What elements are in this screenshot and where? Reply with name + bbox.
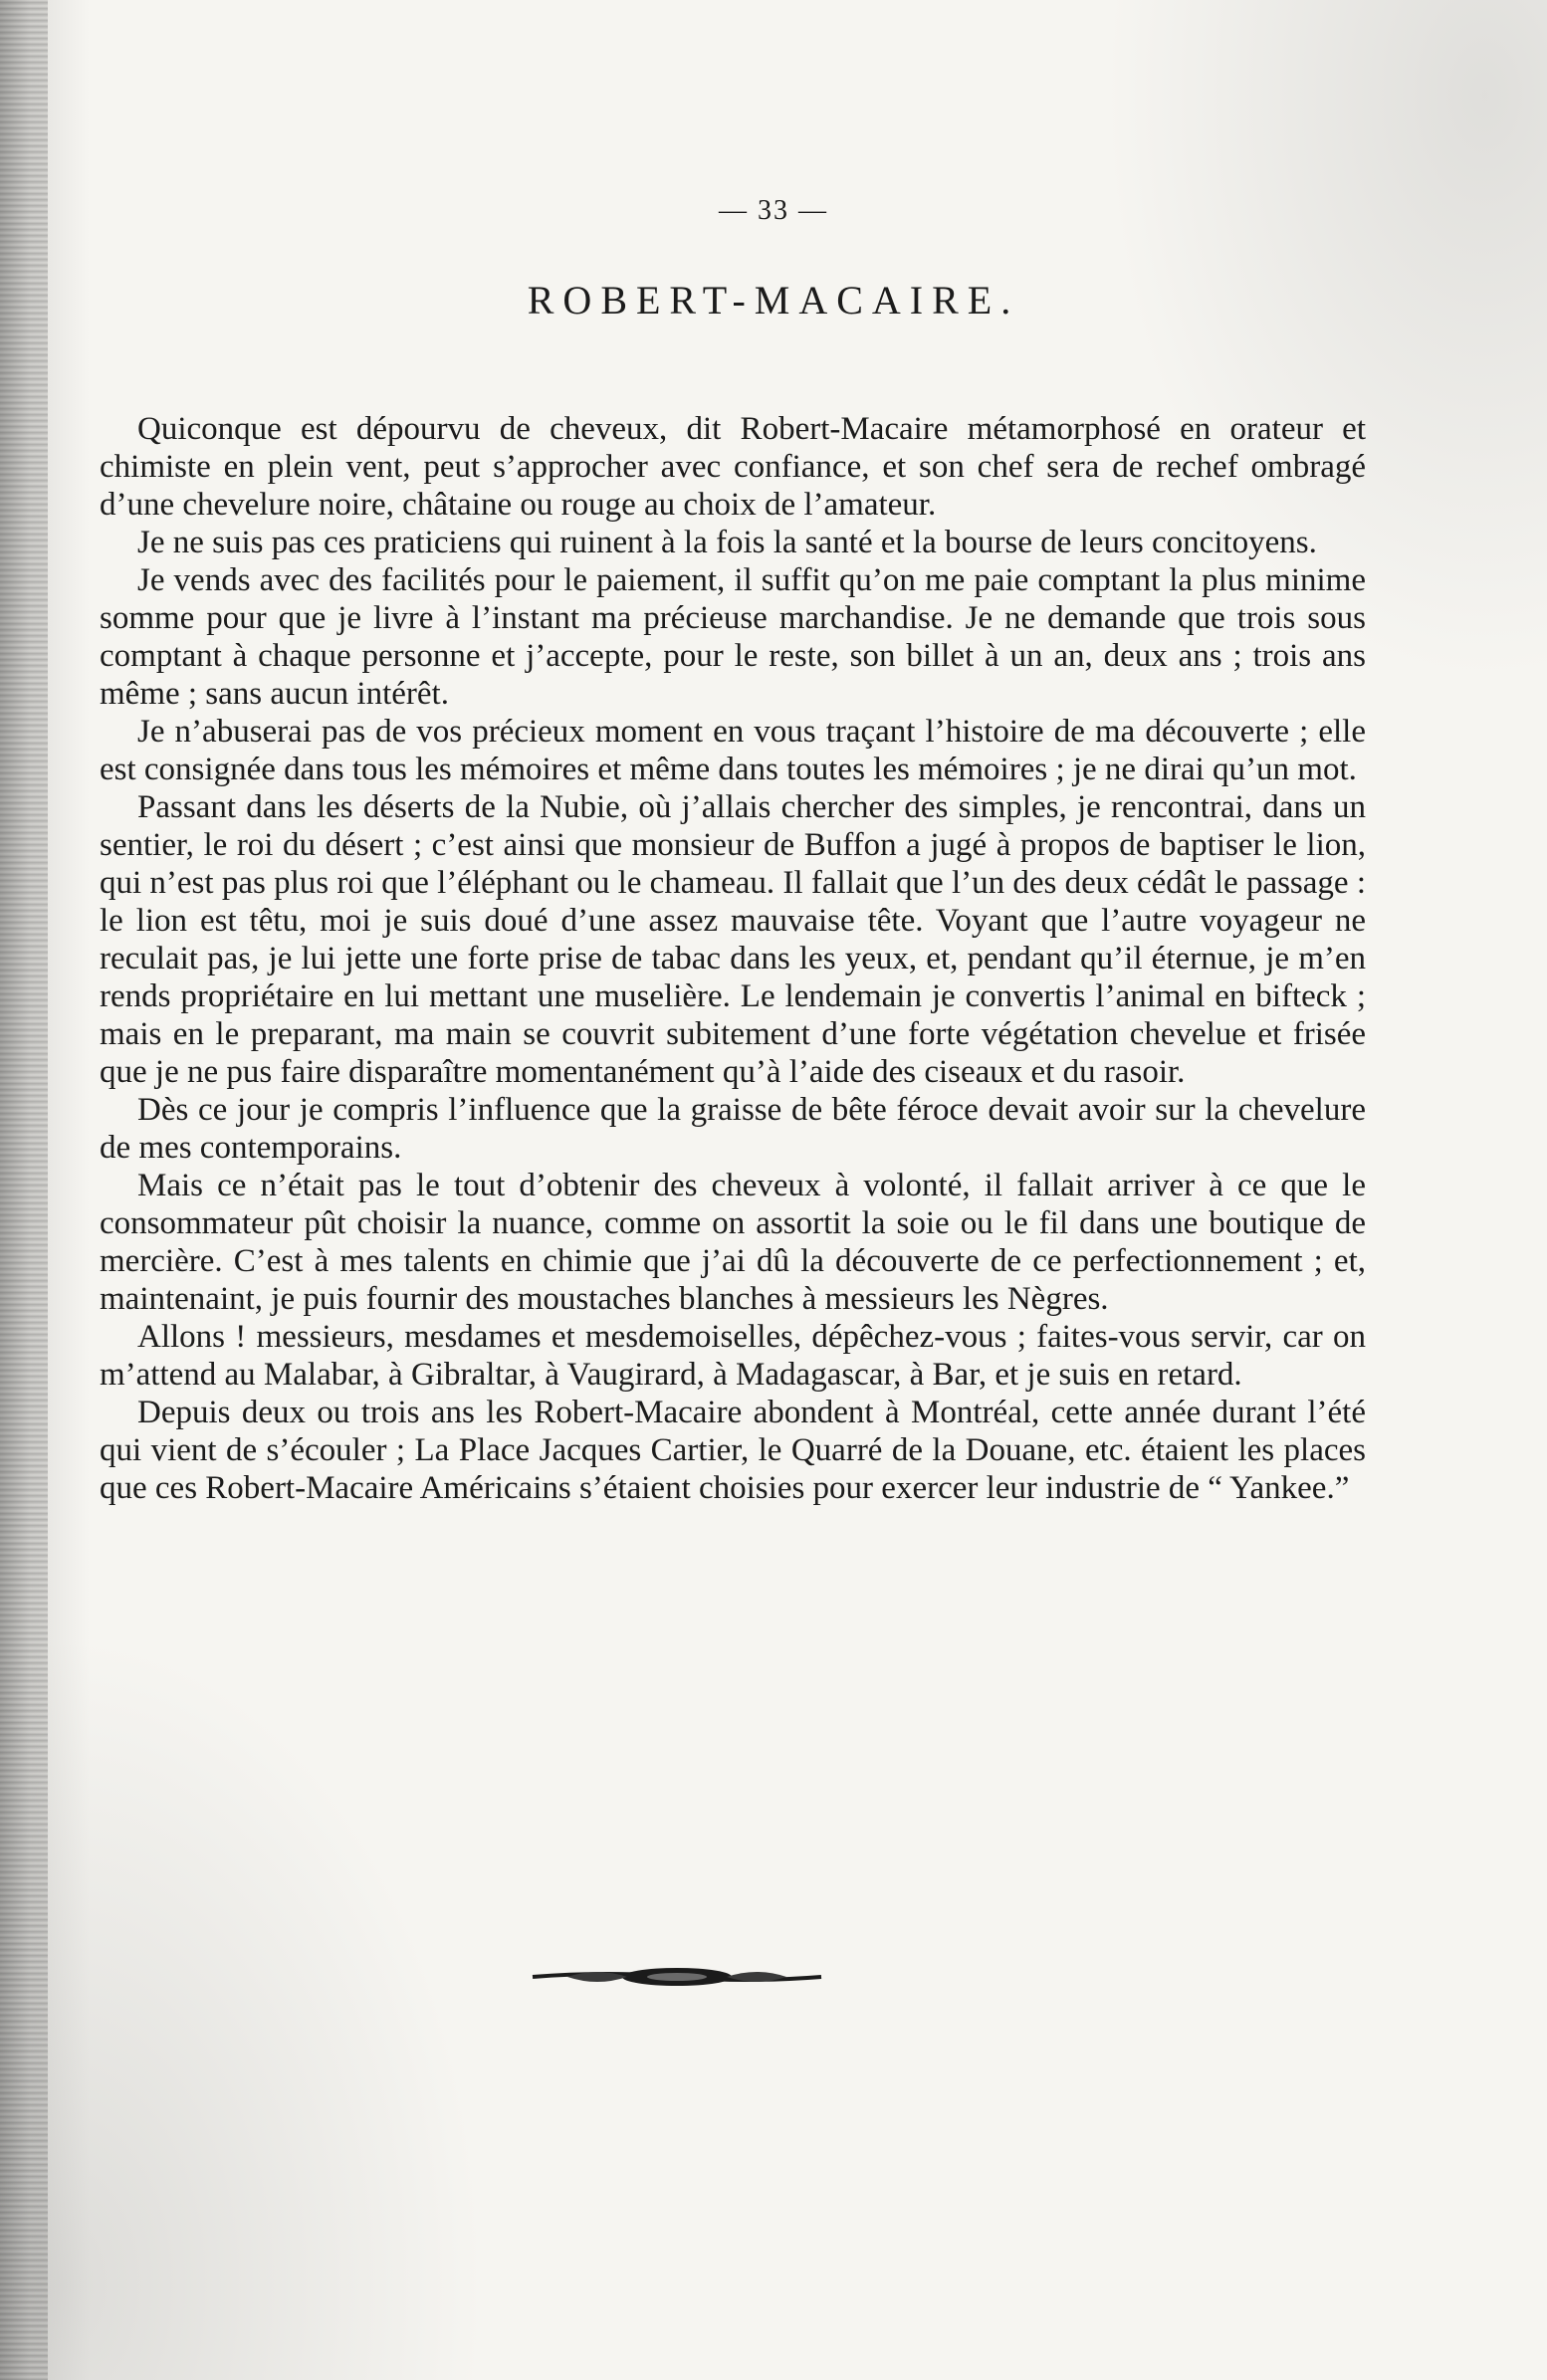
paragraph: Quiconque est dépourvu de cheveux, dit Robert-Macaire métamorphosé en orateur et chimiste en plein vent, peut s’approcher avec confiance, et son chef sera de rechef ombragé d’une chevelure noire, châtaine ou rouge au choix de l’amateur. [100, 411, 1366, 523]
paragraph: Passant dans les déserts de la Nubie, où j’allais chercher des simples, je rencontrai, dans un sentier, le roi du désert ; c’est ainsi que monsieur de Buffon a jugé à propos de baptiser le lion, qui n’est pas plus roi que l’éléphant ou le chameau. Il fallait que l’un des deux cédât le passage : le lion est têtu, moi je suis doué d’une assez mauvaise tête. Voyant que l’autre voyageur ne reculait pas, je lui jette une forte prise de tabac dans les yeux, et, pendant qu’il éternue, je m’en rends propriétaire en lui mettant une muselière. Le lendemain je convertis l’animal en bifteck ; mais en le preparant, ma main se couvrit subitement d’une forte végétation chevelue et frisée que je ne pus faire disparaître momentanément qu’à l’aide des ciseaux et du rasoir. [100, 789, 1366, 1090]
paragraph: Je ne suis pas ces praticiens qui ruinent à la fois la santé et la bourse de leurs concitoyens. [137, 525, 1317, 560]
paragraph: Depuis deux ou trois ans les Robert-Macaire abondent à Montréal, cette année durant l’été qui vient de s’écouler ; La Place Jacques Cartier, le Quarré de la Douane, etc. étaient les places que ces Robert-Macaire Américains s’étaient choisies pour exercer leur industrie de “ Yankee.” [100, 1395, 1366, 1506]
page-title: ROBERT-MACAIRE. [527, 278, 1020, 323]
ornament-divider [528, 1957, 826, 1997]
paragraph: Dès ce jour je compris l’influence que la graisse de bête féroce devait avoir sur la chevelure de mes contemporains. [100, 1092, 1366, 1166]
paragraph: Mais ce n’était pas le tout d’obtenir des cheveux à volonté, il fallait arriver à ce que le consommateur pût choisir la nuance, comme on assortit la soie ou le fil dans une boutique de mercière. C’est à mes talents en chimie que j’ai dû la découverte de ce perfectionnement ; et, maintenaint, je puis fournir des moustaches blanches à messieurs les Nègres. [100, 1168, 1366, 1317]
paragraph: Je vends avec des facilités pour le paiement, il suffit qu’on me paie comptant la plus minime somme pour que je livre à l’instant ma précieuse marchandise. Je ne demande que trois sous comptant à chaque personne et j’accepte, pour le reste, son billet à un an, deux ans ; trois ans même ; sans aucun intérêt. [100, 562, 1366, 712]
book-spine-shadow [0, 0, 48, 2380]
paragraph: Allons ! messieurs, mesdames et mesdemoiselles, dépêchez-vous ; faites-vous servir, car on m’attend au Malabar, à Gibraltar, à Vaugirard, à Madagascar, à Bar, et je suis en retard. [100, 1319, 1366, 1393]
body-text [100, 410, 1366, 1507]
page-number: — 33 — [719, 195, 828, 226]
paragraph: Je n’abuserai pas de vos précieux moment en vous traçant l’histoire de ma découverte ; elle est consignée dans tous les mémoires et même dans toutes les mémoires ; je ne dirai qu’un mot. [100, 714, 1366, 787]
